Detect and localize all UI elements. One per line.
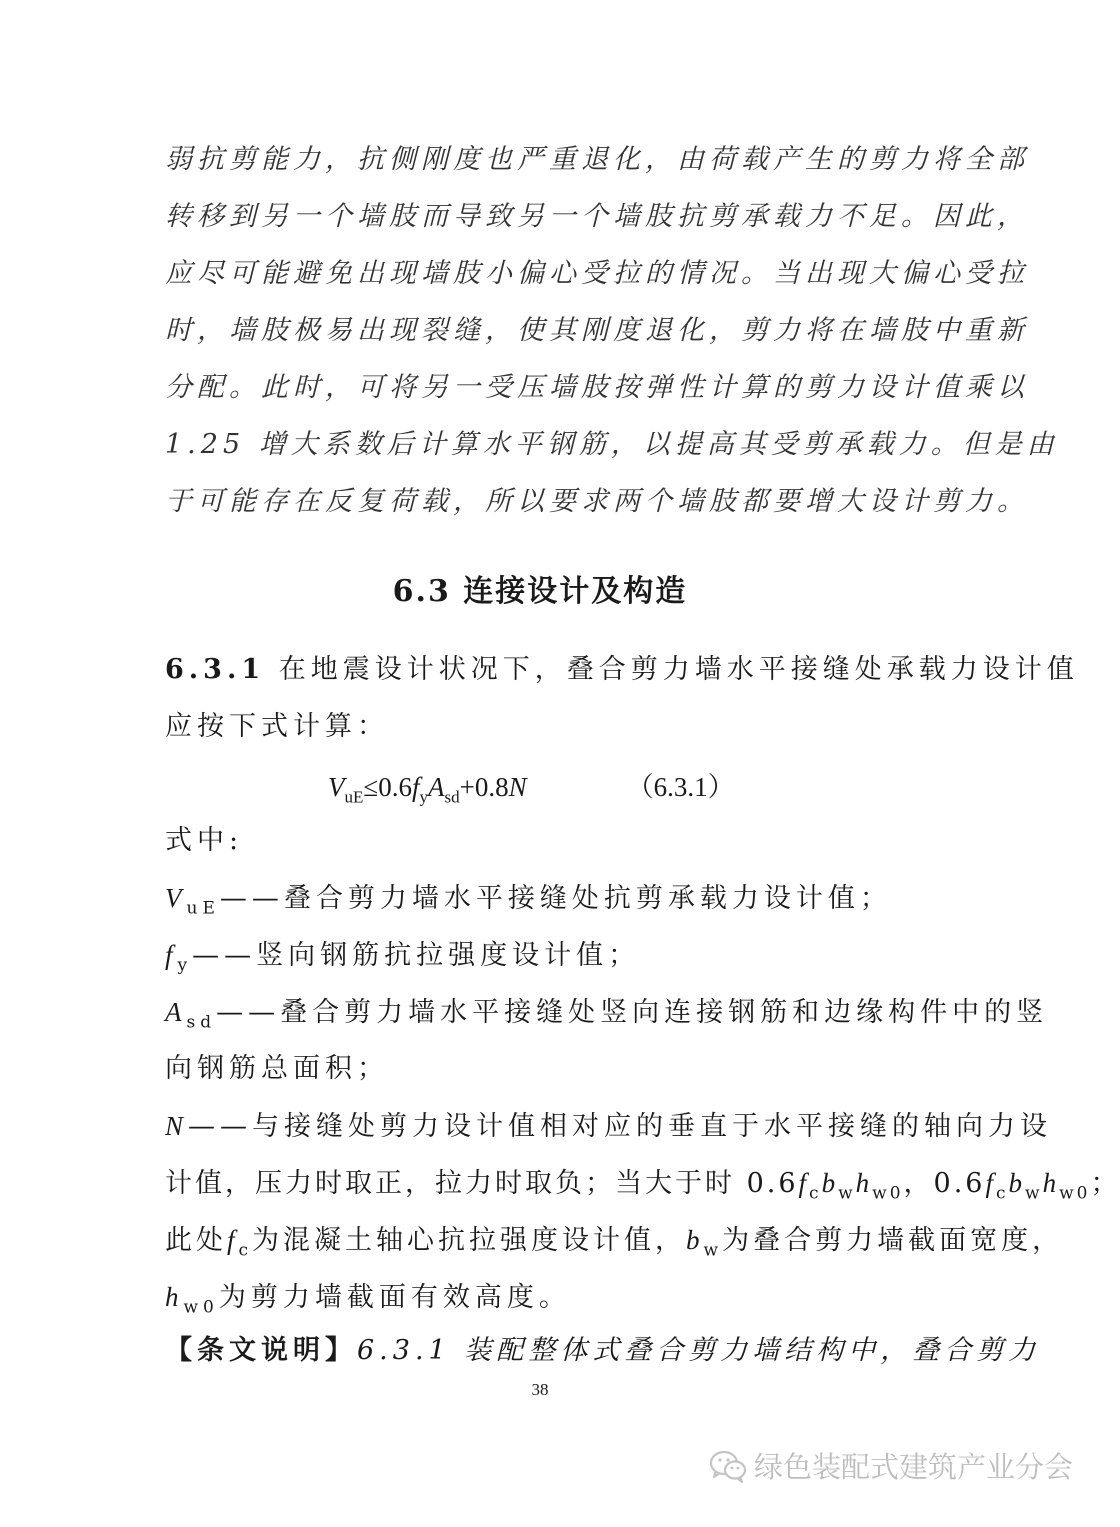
formula-6-3-1 <box>328 765 735 807</box>
definition-fy <box>165 937 640 983</box>
formula-v: V <box>328 772 345 802</box>
def-n-l2b: ，0.6 <box>903 1168 986 1199</box>
formula-v-sub: uE <box>344 787 364 807</box>
intro-line-6: 1.25 增大系数后计算水平钢筋，以提高其受剪承载力。但是由 <box>165 429 1059 460</box>
formula-f-sub: y <box>419 787 428 807</box>
definition-vue <box>165 880 892 926</box>
def-n-bw-3-sub: w <box>703 1240 723 1261</box>
def-n-bw-1: b <box>821 1168 839 1198</box>
formula-a: A <box>427 772 445 802</box>
page-number: 38 <box>531 1380 549 1399</box>
intro-line-4: 时，墙肢极易出现裂缝，使其刚度退化，剪力将在墙肢中重新 <box>165 315 1029 346</box>
def-vue-symbol: V <box>165 883 187 913</box>
def-n-l3c: 为叠合剪力墙截面宽度， <box>722 1225 1064 1256</box>
def-n-fc-2: f <box>985 1168 996 1198</box>
definition-n-line4 <box>165 1279 571 1325</box>
equation-number: （6.3.1） <box>626 772 735 802</box>
def-n-l2c: ； <box>1090 1168 1120 1199</box>
def-n-fc-1: f <box>798 1168 810 1198</box>
def-asd-sub: sd <box>186 1012 217 1033</box>
formula-leq: ≤0.6 <box>363 772 412 802</box>
def-fy-symbol: f <box>165 940 178 970</box>
def-n-hw0-3-sub: w0 <box>183 1297 219 1318</box>
def-n-hw0-3: h <box>165 1282 184 1312</box>
def-n-bw-2-sub: w <box>1025 1183 1043 1204</box>
note-bracket: 【条文说明】 <box>165 1335 357 1366</box>
section-heading: 6.3 连接设计及构造 <box>392 574 688 609</box>
def-asd-symbol: A <box>165 997 187 1027</box>
formula-a-sub: sd <box>444 787 460 807</box>
def-asd-text: ——叠合剪力墙水平接缝处竖向连接钢筋和边缘构件中的竖 <box>216 997 1049 1028</box>
def-n-fc-1-sub: c <box>809 1183 822 1204</box>
def-n-hw0-2: h <box>1042 1168 1060 1198</box>
watermark <box>708 1445 1073 1486</box>
watermark-text: 绿色装配式建筑产业分会 <box>754 1450 1074 1484</box>
intro-line-5: 分配。此时，可将另一受压墙肢按弹性计算的剪力设计值乘以 <box>165 372 1029 403</box>
clause-line-1 <box>165 652 1079 688</box>
clause-text-1: 在地震设计状况下，叠合剪力墙水平接缝处承载力设计值 <box>265 654 1079 685</box>
def-n-text: ——与接缝处剪力设计值相对应的垂直于水平接缝的轴向力设 <box>188 1111 1053 1142</box>
definition-asd-cont: 向钢筋总面积； <box>165 1053 389 1084</box>
def-fy-text: ——竖向钢筋抗拉强度设计值； <box>192 940 641 971</box>
def-n-l3a: 此处 <box>165 1225 227 1256</box>
def-n-hw0-2-sub: w0 <box>1059 1183 1091 1204</box>
formula-n: N <box>508 772 527 802</box>
def-n-l3b: 为混凝土轴心抗拉强度设计值， <box>252 1225 687 1256</box>
clause-line-2: 应按下式计算： <box>165 711 389 742</box>
def-n-symbol: N <box>165 1111 189 1141</box>
intro-line-7: 于可能存在反复荷载，所以要求两个墙肢都要增大设计剪力。 <box>165 486 1029 517</box>
intro-line-3: 应尽可能避免出现墙肢小偏心受拉的情况。当出现大偏心受拉 <box>165 258 1029 289</box>
clause-number: 6.3.1 <box>165 654 266 685</box>
def-fy-sub: y <box>177 955 193 976</box>
formula-f: f <box>411 772 420 802</box>
def-n-fc-3: f <box>227 1225 239 1255</box>
def-n-hw0-1: h <box>855 1168 873 1198</box>
def-n-fc-3-sub: c <box>238 1240 253 1261</box>
def-n-l2a: 计值，压力时取正，拉力时取负；当大于时 0.6 <box>165 1168 799 1199</box>
where-label: 式中: <box>165 825 244 856</box>
definition-n <box>165 1108 1052 1145</box>
definition-asd <box>165 994 1048 1040</box>
formula-plus: +0.8 <box>459 772 509 802</box>
wechat-icon <box>708 1446 748 1486</box>
def-vue-text: ——叠合剪力墙水平接缝处抗剪承载力设计值； <box>219 883 892 914</box>
note-number: 6.3.1 <box>357 1335 451 1366</box>
def-n-l4b: 为剪力墙截面有效高度。 <box>218 1282 571 1313</box>
definition-n-line3 <box>165 1222 1063 1268</box>
note-line <box>165 1333 1040 1369</box>
def-vue-sub: uE <box>186 898 220 919</box>
def-n-bw-2: b <box>1008 1168 1026 1198</box>
def-n-hw0-1-sub: w0 <box>872 1183 904 1204</box>
def-n-bw-1-sub: w <box>838 1183 856 1204</box>
def-n-bw-3: b <box>686 1225 704 1255</box>
def-n-fc-2-sub: c <box>995 1183 1009 1204</box>
intro-line-1: 弱抗剪能力，抗侧刚度也严重退化，由荷载产生的剪力将全部 <box>165 144 1029 175</box>
intro-line-2: 转移到另一个墙肢而导致另一个墙肢抗剪承载力不足。因此， <box>165 201 1029 232</box>
note-text: 装配整体式叠合剪力墙结构中，叠合剪力 <box>450 1335 1041 1366</box>
definition-n-line2 <box>165 1165 1120 1211</box>
